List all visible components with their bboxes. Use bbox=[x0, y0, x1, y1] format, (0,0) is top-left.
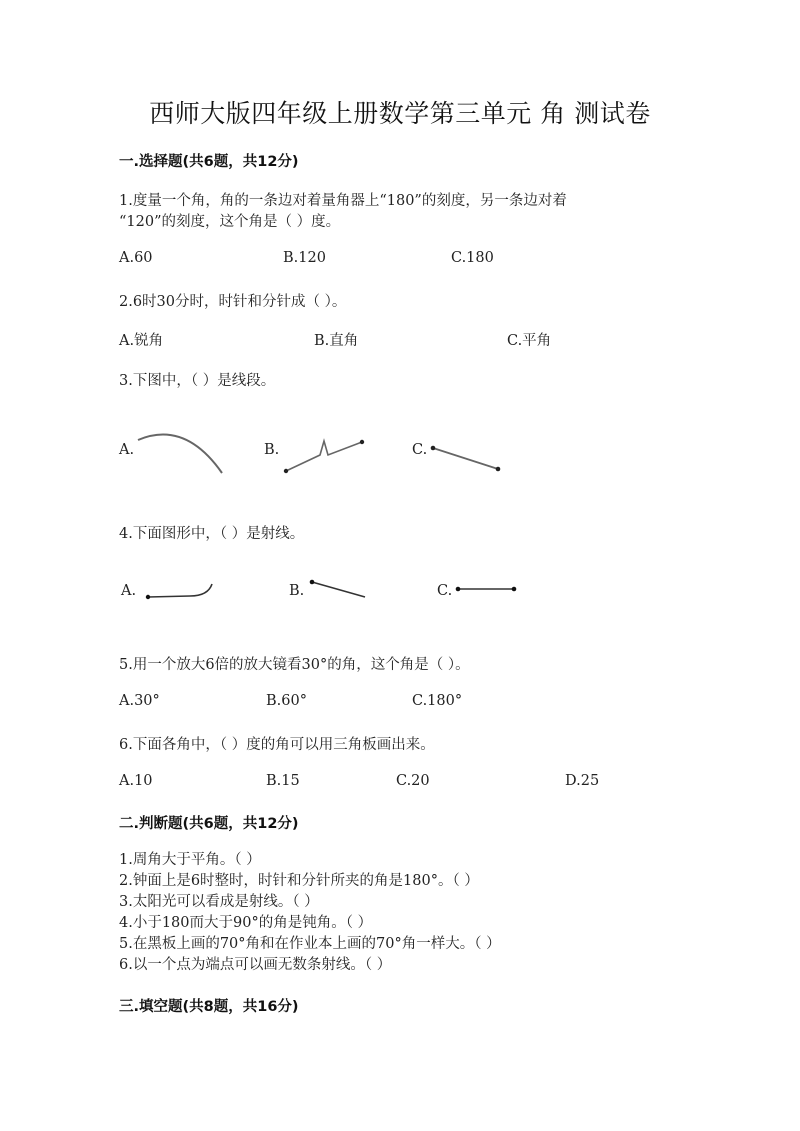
q4-figure-b-ray bbox=[305, 574, 370, 602]
q6-option-b: B.15 bbox=[266, 773, 300, 789]
ray-line bbox=[312, 582, 365, 597]
page-title: 西师大版四年级上册数学第三单元 角 测试卷 bbox=[149, 99, 651, 128]
q6-option-c: C.20 bbox=[396, 773, 430, 789]
endpoint bbox=[456, 587, 461, 592]
question-5: 5.用一个放大6倍的放大镜看30°的角，这个角是（ ）。 bbox=[119, 657, 470, 673]
endpoint bbox=[360, 440, 364, 444]
q5-option-c: C.180° bbox=[412, 693, 463, 709]
question-2: 2.6时30分时，时针和分针成（ ）。 bbox=[119, 294, 347, 310]
q2-option-c: C.平角 bbox=[507, 333, 552, 349]
judge-item-6: 6.以一个点为端点可以画无数条射线。（ ） bbox=[119, 957, 392, 973]
q3-figure-c-segment bbox=[428, 440, 508, 475]
judge-item-3: 3.太阳光可以看成是射线。（ ） bbox=[119, 894, 319, 910]
question-1-line-1: 1.度量一个角，角的一条边对着量角器上“180”的刻度，另一条边对着 bbox=[119, 193, 567, 209]
q4-label-b: B. bbox=[289, 583, 305, 599]
q3-label-c: C. bbox=[412, 442, 428, 458]
judge-item-1: 1.周角大于平角。（ ） bbox=[119, 852, 261, 868]
segment-line bbox=[433, 448, 498, 469]
q4-label-a: A. bbox=[121, 583, 137, 599]
q1-option-c: C.180 bbox=[451, 250, 494, 266]
endpoint bbox=[512, 587, 517, 592]
q6-option-d: D.25 bbox=[565, 773, 600, 789]
q3-figure-b-broken-line bbox=[280, 435, 370, 480]
judge-item-2: 2.钟面上是6时整时，时针和分针所夹的角是180°。（ ） bbox=[119, 873, 479, 889]
endpoint bbox=[431, 446, 436, 451]
q3-label-b: B. bbox=[264, 442, 280, 458]
section-heading-choice: 一.选择题(共6题，共12分) bbox=[119, 154, 299, 170]
question-4: 4.下面图形中，（ ）是射线。 bbox=[119, 526, 305, 542]
section-heading-fill: 三.填空题(共8题，共16分) bbox=[119, 999, 299, 1015]
broken-line bbox=[286, 441, 362, 471]
endpoint bbox=[284, 469, 288, 473]
q6-option-a: A.10 bbox=[119, 773, 153, 789]
question-1-line-2: “120”的刻度，这个角是（ ）度。 bbox=[119, 214, 341, 230]
q5-option-a: A.30° bbox=[119, 693, 160, 709]
curve-line bbox=[148, 584, 212, 597]
judge-item-5: 5.在黑板上画的70°角和在作业本上画的70°角一样大。（ ） bbox=[119, 936, 501, 952]
endpoint bbox=[146, 595, 150, 599]
section-heading-judge: 二.判断题(共6题，共12分) bbox=[119, 816, 299, 832]
judge-item-4: 4.小于180而大于90°的角是钝角。（ ） bbox=[119, 915, 373, 931]
q2-option-b: B.直角 bbox=[314, 333, 359, 349]
q3-figure-a-curve bbox=[130, 425, 230, 480]
q2-option-a: A.锐角 bbox=[119, 333, 164, 349]
question-3: 3.下图中，（ ）是线段。 bbox=[119, 373, 276, 389]
q4-figure-c-segment bbox=[452, 582, 522, 596]
endpoint bbox=[310, 580, 315, 585]
q3-label-a: A. bbox=[119, 442, 135, 458]
question-6: 6.下面各角中，（ ）度的角可以用三角板画出来。 bbox=[119, 737, 435, 753]
q1-option-a: A.60 bbox=[119, 250, 153, 266]
q5-option-b: B.60° bbox=[266, 693, 307, 709]
curve-line bbox=[138, 435, 222, 473]
q4-figure-a-curve bbox=[140, 576, 220, 606]
endpoint bbox=[496, 467, 501, 472]
q4-label-c: C. bbox=[437, 583, 453, 599]
q1-option-b: B.120 bbox=[283, 250, 326, 266]
